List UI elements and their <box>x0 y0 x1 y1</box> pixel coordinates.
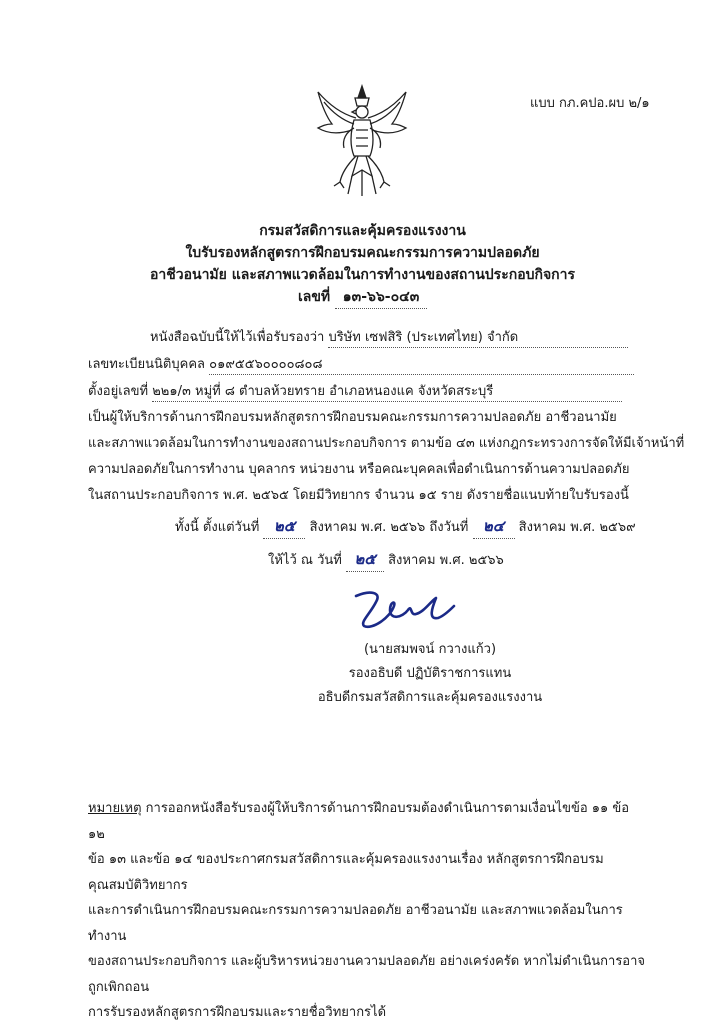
registration-value: ๐๑๙๕๕๖๐๐๐๐๘๐๘ <box>209 353 634 375</box>
header-certificate-number <box>0 286 725 309</box>
body-paragraph-line-1: เป็นผู้ให้บริการด้านการฝึกอบรมหลักสูตรการฝึกอบรมคณะกรรมการความปลอดภัย อาชีวอนามัย <box>88 410 617 425</box>
signatory-name: (นายสมพจน์ กวางแก้ว) <box>363 642 497 657</box>
given-suffix: สิงหาคม พ.ศ. ๒๕๖๖ <box>388 553 504 568</box>
address-label: ตั้งอยู่เลขที่ <box>88 384 149 399</box>
valid-suffix: สิงหาคม พ.ศ. ๒๕๖๙ <box>518 520 636 535</box>
registration-line <box>88 353 634 375</box>
address-value: ๒๒๑/๓ หมู่ที่ ๘ ตำบลห้วยทราย อำเภอหนองแค จังหวัดสระบุรี <box>152 380 622 402</box>
company-name: บริษัท เซฟสิริ (ประเทศไทย) จำกัด <box>328 326 628 348</box>
header-certificate-subtitle: อาชีวอนามัย และสภาพแวดล้อมในการทำงานของสถานประกอบกิจการ <box>149 267 576 283</box>
header-department: กรมสวัสดิการและคุ้มครองแรงงาน <box>259 223 466 239</box>
signature-mark <box>350 588 460 633</box>
registration-label: เลขทะเบียนนิติบุคคล <box>88 357 205 372</box>
valid-prefix: ทั้งนี้ ตั้งแต่วันที่ <box>175 520 260 535</box>
note-line-5: การรับรองหลักสูตรการฝึกอบรมและรายชื่อวิทยากรได้ <box>88 1005 387 1020</box>
signatory-title-1: รองอธิบดี ปฏิบัติราชการแทน <box>348 666 512 681</box>
note-line-1: หมายเหตุ การออกหนังสือรับรองผู้ให้บริการด้านการฝึกอบรมต้องดำเนินการตามเงื่อนไขข้อ ๑๑ ข้อ ๑๒ <box>88 801 630 842</box>
given-prefix: ให้ไว้ ณ วันที่ <box>268 553 342 568</box>
signatory-title-2: อธิบดีกรมสวัสดิการและคุ้มครองแรงงาน <box>317 690 543 705</box>
number-label: เลขที่ <box>297 289 331 305</box>
issued-line <box>268 547 504 572</box>
garuda-emblem-icon <box>312 84 412 199</box>
note-line-3: และการดำเนินการฝึกอบรมคณะกรรมการความปลอดภัย อาชีวอนามัย และสภาพแวดล้อมในการทำงาน <box>88 903 623 944</box>
valid-mid: สิงหาคม พ.ศ. ๒๕๖๖ ถึงวันที่ <box>309 520 469 535</box>
header-certificate-title: ใบรับรองหลักสูตรการฝึกอบรมคณะกรรมการความปลอดภัย <box>185 245 540 261</box>
valid-to-day: ๒๔ <box>473 514 515 539</box>
note-line-4: ของสถานประกอบกิจการ และผู้บริหารหน่วยงานความปลอดภัย อย่างเคร่งครัด หากไม่ดำเนินการอาจถูกเพิกถอน <box>88 954 646 995</box>
note-block <box>88 796 648 1026</box>
note-line-2: ข้อ ๑๓ และข้อ ๑๔ ของประกาศกรมสวัสดิการและคุ้มครองแรงงานเรื่อง หลักสูตรการฝึกอบรม คุณสมบัติวิทยากร <box>88 852 604 893</box>
number-value: ๑๓-๖๖-๐๔๓ <box>335 286 427 309</box>
note-label: หมายเหตุ <box>88 801 142 816</box>
form-code: แบบ กภ.คปอ.ผบ ๒/๑ <box>530 96 650 111</box>
cert-line <box>150 326 628 348</box>
validity-line <box>175 514 636 539</box>
body-paragraph-line-3: ความปลอดภัยในการทำงาน บุคลากร หน่วยงาน หรือคณะบุคคลเพื่อดำเนินการด้านความปลอดภัย <box>88 462 630 477</box>
address-line <box>88 380 622 402</box>
given-day: ๒๕ <box>346 547 384 572</box>
body-paragraph-line-2: และสภาพแวดล้อมในการทำงานของสถานประกอบกิจการ ตามข้อ ๔๓ แห่งกฎกระทรวงการจัดให้มีเจ้าหน้าที่ <box>88 436 685 451</box>
valid-from-day: ๒๕ <box>263 514 305 539</box>
cert-label: หนังสือฉบับนี้ให้ไว้เพื่อรับรองว่า <box>150 330 325 345</box>
body-paragraph-line-4: ในสถานประกอบกิจการ พ.ศ. ๒๕๖๕ โดยมีวิทยากร จำนวน ๑๕ ราย ดังรายชื่อแนบท้ายใบรับรองนี้ <box>88 488 629 503</box>
